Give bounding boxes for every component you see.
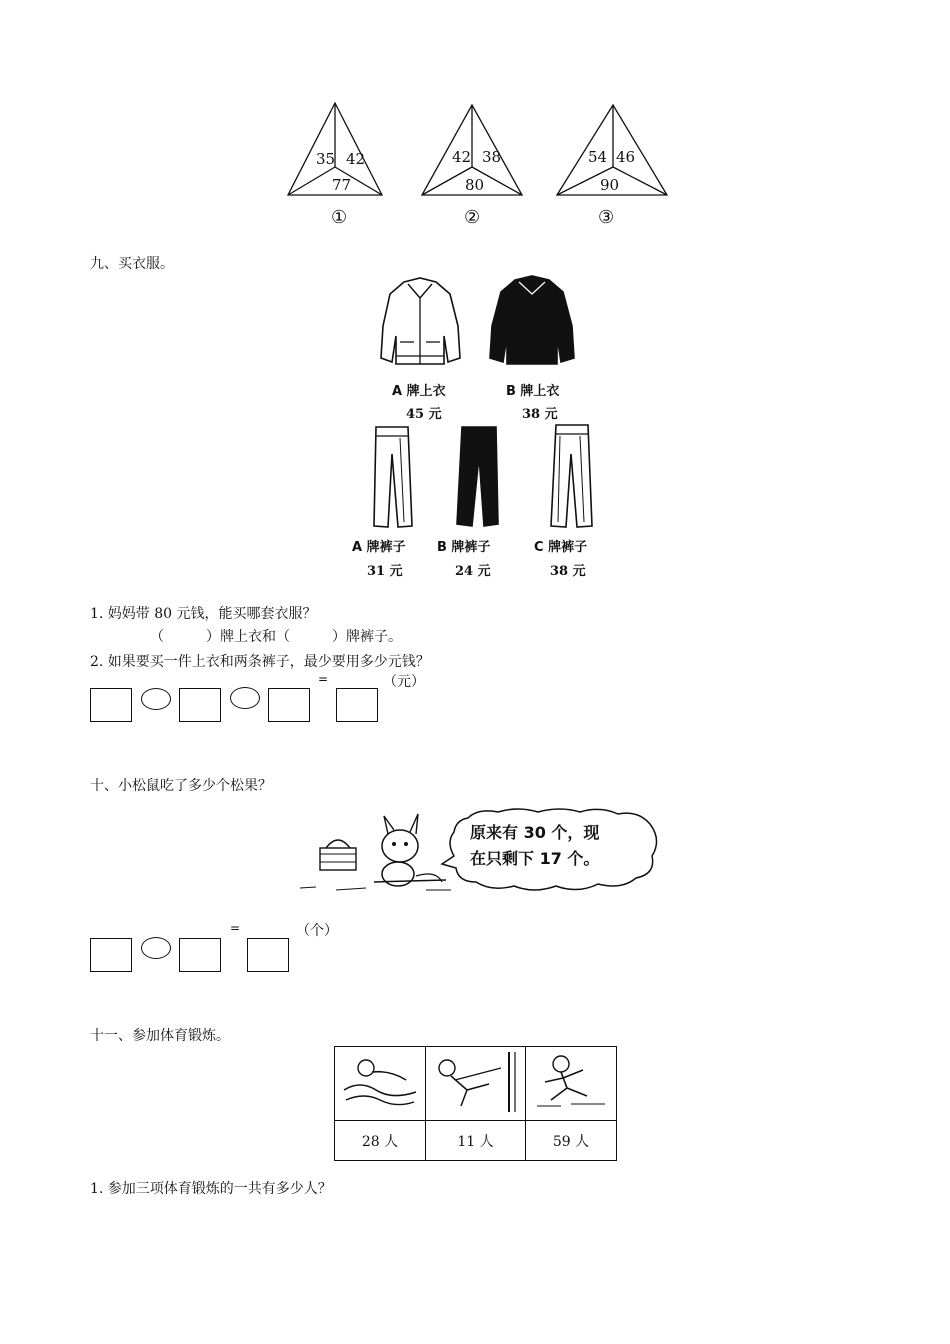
section-11-title: 十一、参加体育锻炼。 bbox=[90, 1028, 230, 1044]
section-9-question-2: 2. 如果要买一件上衣和两条裤子，最少要用多少元钱？ bbox=[90, 654, 430, 670]
equals-sign: = bbox=[318, 672, 329, 686]
operator-oval-1[interactable] bbox=[141, 688, 171, 710]
jacket-a-image bbox=[378, 276, 463, 372]
jacket-b-price: 38 元 bbox=[522, 407, 558, 422]
triangle-2-left: 42 bbox=[452, 148, 472, 166]
jacket-a-label: A 牌上衣 bbox=[392, 384, 446, 399]
unit-ge: （个） bbox=[296, 923, 338, 939]
swimming-cell bbox=[335, 1047, 426, 1121]
squirrel-answer-box-result[interactable] bbox=[247, 938, 289, 972]
section-9-title: 九、买衣服。 bbox=[90, 256, 174, 272]
squirrel-operator-oval[interactable] bbox=[141, 937, 171, 959]
triangle-1-label: ① bbox=[331, 207, 348, 228]
triangle-2-bottom: 80 bbox=[465, 176, 485, 194]
answer-box-3[interactable] bbox=[268, 688, 310, 722]
jacket-b-label: B 牌上衣 bbox=[506, 384, 560, 399]
running-cell bbox=[525, 1047, 616, 1121]
squirrel-illustration bbox=[296, 804, 456, 904]
pants-c-price: 38 元 bbox=[550, 564, 586, 579]
answer-box-2[interactable] bbox=[179, 688, 221, 722]
triangle-3-bottom: 90 bbox=[600, 176, 620, 194]
section-10-title: 十、小松鼠吃了多少个松果？ bbox=[90, 778, 272, 794]
triangle-1-bottom: 77 bbox=[332, 176, 352, 194]
tug-cell bbox=[426, 1047, 526, 1121]
running-image bbox=[531, 1052, 611, 1112]
section-9-question-1-fill[interactable]: （ ）牌上衣和（ ）牌裤子。 bbox=[150, 629, 402, 645]
pants-a-label: A 牌裤子 bbox=[352, 540, 406, 555]
jacket-b-image bbox=[488, 274, 576, 372]
running-count: 59 人 bbox=[525, 1121, 616, 1161]
section-9-question-1: 1. 妈妈带 80 元钱，能买哪套衣服？ bbox=[90, 606, 317, 622]
swimming-count: 28 人 bbox=[335, 1121, 426, 1161]
squirrel-equals-sign: = bbox=[230, 921, 241, 935]
pants-a-image bbox=[368, 424, 416, 530]
squirrel-answer-box-1[interactable] bbox=[90, 938, 132, 972]
pants-c-image bbox=[546, 422, 596, 530]
triangle-2-right: 38 bbox=[482, 148, 502, 166]
pants-c-label: C 牌裤子 bbox=[534, 540, 588, 555]
operator-oval-2[interactable] bbox=[230, 687, 260, 709]
section-11-question-1: 1. 参加三项体育锻炼的一共有多少人？ bbox=[90, 1181, 332, 1197]
answer-box-result[interactable] bbox=[336, 688, 378, 722]
pants-b-image bbox=[452, 424, 502, 530]
speech-line-1: 原来有 30 个，现 bbox=[470, 823, 600, 842]
jacket-a-price: 45 元 bbox=[406, 407, 442, 422]
triangle-3-label: ③ bbox=[598, 207, 615, 228]
pants-b-label: B 牌裤子 bbox=[437, 540, 491, 555]
squirrel-answer-box-2[interactable] bbox=[179, 938, 221, 972]
triangle-3-right: 46 bbox=[616, 148, 636, 166]
triangle-2-label: ② bbox=[464, 207, 481, 228]
triangle-3-left: 54 bbox=[588, 148, 608, 166]
answer-box-1[interactable] bbox=[90, 688, 132, 722]
rope-count: 11 人 bbox=[426, 1121, 526, 1161]
speech-line-2: 在只剩下 17 个。 bbox=[470, 849, 600, 868]
rope-climbing-image bbox=[431, 1050, 519, 1114]
unit-yuan: （元） bbox=[383, 674, 425, 690]
triangle-1-right: 42 bbox=[346, 150, 366, 168]
sports-table bbox=[334, 1046, 617, 1161]
triangle-1-left: 35 bbox=[316, 150, 336, 168]
pants-b-price: 24 元 bbox=[455, 564, 491, 579]
swimming-image bbox=[340, 1052, 420, 1112]
pants-a-price: 31 元 bbox=[367, 564, 403, 579]
